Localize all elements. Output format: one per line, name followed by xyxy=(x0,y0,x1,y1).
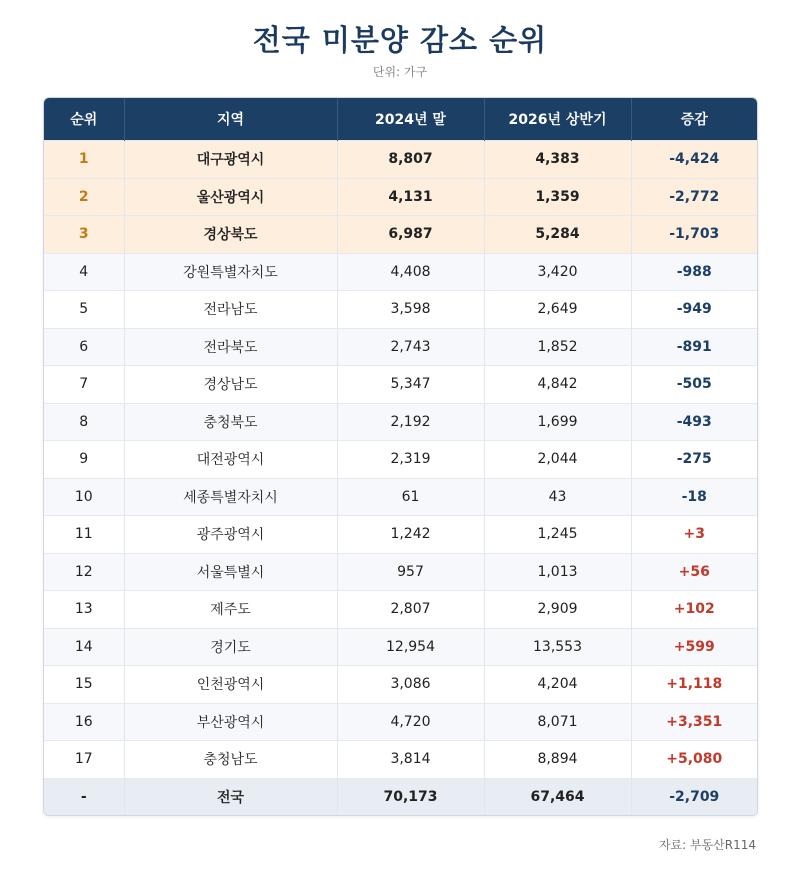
change-cell: -949 xyxy=(631,291,757,329)
rank-cell: 6 xyxy=(44,328,124,366)
rank-cell: 4 xyxy=(44,253,124,291)
header-2024: 2024년 말 xyxy=(337,98,484,141)
source-note: 자료: 부동산R114 xyxy=(658,838,756,852)
value-2026-cell: 3,420 xyxy=(484,253,631,291)
change-cell: -505 xyxy=(631,366,757,404)
table-row xyxy=(44,441,757,479)
value-2026-cell: 4,383 xyxy=(484,141,631,179)
value-2024-cell: 2,743 xyxy=(337,328,484,366)
table-header-row xyxy=(44,98,757,141)
rank-cell: 2 xyxy=(44,178,124,216)
table-row xyxy=(44,741,757,779)
change-cell: -493 xyxy=(631,403,757,441)
table-body xyxy=(44,141,757,816)
rank-cell: - xyxy=(44,778,124,815)
value-2024-cell: 4,131 xyxy=(337,178,484,216)
total-row xyxy=(44,778,757,815)
value-2026-cell: 13,553 xyxy=(484,628,631,666)
region-cell: 충청북도 xyxy=(124,403,337,441)
value-2024-cell: 70,173 xyxy=(337,778,484,815)
value-2026-cell: 1,359 xyxy=(484,178,631,216)
change-cell: -2,709 xyxy=(631,778,757,815)
rank-cell: 16 xyxy=(44,703,124,741)
value-2026-cell: 67,464 xyxy=(484,778,631,815)
header-2026: 2026년 상반기 xyxy=(484,98,631,141)
rank-cell: 12 xyxy=(44,553,124,591)
table-row xyxy=(44,291,757,329)
table-row xyxy=(44,178,757,216)
rank-cell: 7 xyxy=(44,366,124,404)
value-2026-cell: 2,044 xyxy=(484,441,631,479)
header-change: 증감 xyxy=(631,98,757,141)
value-2024-cell: 12,954 xyxy=(337,628,484,666)
table-row xyxy=(44,516,757,554)
table-row xyxy=(44,553,757,591)
page-title: 전국 미분양 감소 순위 xyxy=(252,23,548,57)
region-cell: 경기도 xyxy=(124,628,337,666)
header-rank: 순위 xyxy=(44,98,124,141)
rank-cell: 5 xyxy=(44,291,124,329)
rank-cell: 8 xyxy=(44,403,124,441)
unit-label: 단위: 가구 xyxy=(372,65,428,79)
value-2026-cell: 1,013 xyxy=(484,553,631,591)
change-cell: -18 xyxy=(631,478,757,516)
region-cell: 경상북도 xyxy=(124,216,337,254)
value-2026-cell: 8,071 xyxy=(484,703,631,741)
region-cell: 전라북도 xyxy=(124,328,337,366)
value-2024-cell: 6,987 xyxy=(337,216,484,254)
value-2024-cell: 4,720 xyxy=(337,703,484,741)
value-2026-cell: 1,852 xyxy=(484,328,631,366)
change-cell: -4,424 xyxy=(631,141,757,179)
region-cell: 대구광역시 xyxy=(124,141,337,179)
value-2024-cell: 2,192 xyxy=(337,403,484,441)
region-cell: 광주광역시 xyxy=(124,516,337,554)
change-cell: -1,703 xyxy=(631,216,757,254)
table-row xyxy=(44,703,757,741)
change-cell: -275 xyxy=(631,441,757,479)
value-2024-cell: 5,347 xyxy=(337,366,484,404)
region-cell: 충청남도 xyxy=(124,741,337,779)
change-cell: -2,772 xyxy=(631,178,757,216)
value-2024-cell: 3,598 xyxy=(337,291,484,329)
region-cell: 세종특별자치시 xyxy=(124,478,337,516)
change-cell: -891 xyxy=(631,328,757,366)
change-cell: +102 xyxy=(631,591,757,629)
change-cell: +3 xyxy=(631,516,757,554)
rank-cell: 14 xyxy=(44,628,124,666)
change-cell: +3,351 xyxy=(631,703,757,741)
change-cell: -988 xyxy=(631,253,757,291)
region-cell: 전라남도 xyxy=(124,291,337,329)
value-2026-cell: 2,649 xyxy=(484,291,631,329)
value-2024-cell: 4,408 xyxy=(337,253,484,291)
rank-cell: 1 xyxy=(44,141,124,179)
rank-cell: 15 xyxy=(44,666,124,704)
table-row xyxy=(44,328,757,366)
region-cell: 울산광역시 xyxy=(124,178,337,216)
rank-cell: 17 xyxy=(44,741,124,779)
region-cell: 인천광역시 xyxy=(124,666,337,704)
rank-cell: 10 xyxy=(44,478,124,516)
table-row xyxy=(44,403,757,441)
value-2026-cell: 5,284 xyxy=(484,216,631,254)
value-2024-cell: 3,086 xyxy=(337,666,484,704)
value-2024-cell: 2,807 xyxy=(337,591,484,629)
region-cell: 경상남도 xyxy=(124,366,337,404)
value-2026-cell: 1,245 xyxy=(484,516,631,554)
region-cell: 서울특별시 xyxy=(124,553,337,591)
value-2026-cell: 4,204 xyxy=(484,666,631,704)
value-2026-cell: 8,894 xyxy=(484,741,631,779)
value-2024-cell: 61 xyxy=(337,478,484,516)
change-cell: +5,080 xyxy=(631,741,757,779)
change-cell: +599 xyxy=(631,628,757,666)
value-2026-cell: 1,699 xyxy=(484,403,631,441)
region-cell: 부산광역시 xyxy=(124,703,337,741)
table-row xyxy=(44,591,757,629)
rank-cell: 3 xyxy=(44,216,124,254)
table-row xyxy=(44,478,757,516)
value-2024-cell: 2,319 xyxy=(337,441,484,479)
table-row xyxy=(44,628,757,666)
region-cell: 전국 xyxy=(124,778,337,815)
rank-cell: 9 xyxy=(44,441,124,479)
value-2026-cell: 2,909 xyxy=(484,591,631,629)
ranking-table-container xyxy=(43,97,758,816)
value-2024-cell: 1,242 xyxy=(337,516,484,554)
table-row xyxy=(44,666,757,704)
table-row xyxy=(44,253,757,291)
value-2024-cell: 8,807 xyxy=(337,141,484,179)
ranking-table xyxy=(44,98,757,815)
header-region: 지역 xyxy=(124,98,337,141)
value-2024-cell: 3,814 xyxy=(337,741,484,779)
table-row xyxy=(44,141,757,179)
value-2026-cell: 43 xyxy=(484,478,631,516)
value-2026-cell: 4,842 xyxy=(484,366,631,404)
value-2024-cell: 957 xyxy=(337,553,484,591)
region-cell: 제주도 xyxy=(124,591,337,629)
region-cell: 대전광역시 xyxy=(124,441,337,479)
region-cell: 강원특별자치도 xyxy=(124,253,337,291)
change-cell: +1,118 xyxy=(631,666,757,704)
rank-cell: 13 xyxy=(44,591,124,629)
table-row xyxy=(44,366,757,404)
rank-cell: 11 xyxy=(44,516,124,554)
table-row xyxy=(44,216,757,254)
change-cell: +56 xyxy=(631,553,757,591)
